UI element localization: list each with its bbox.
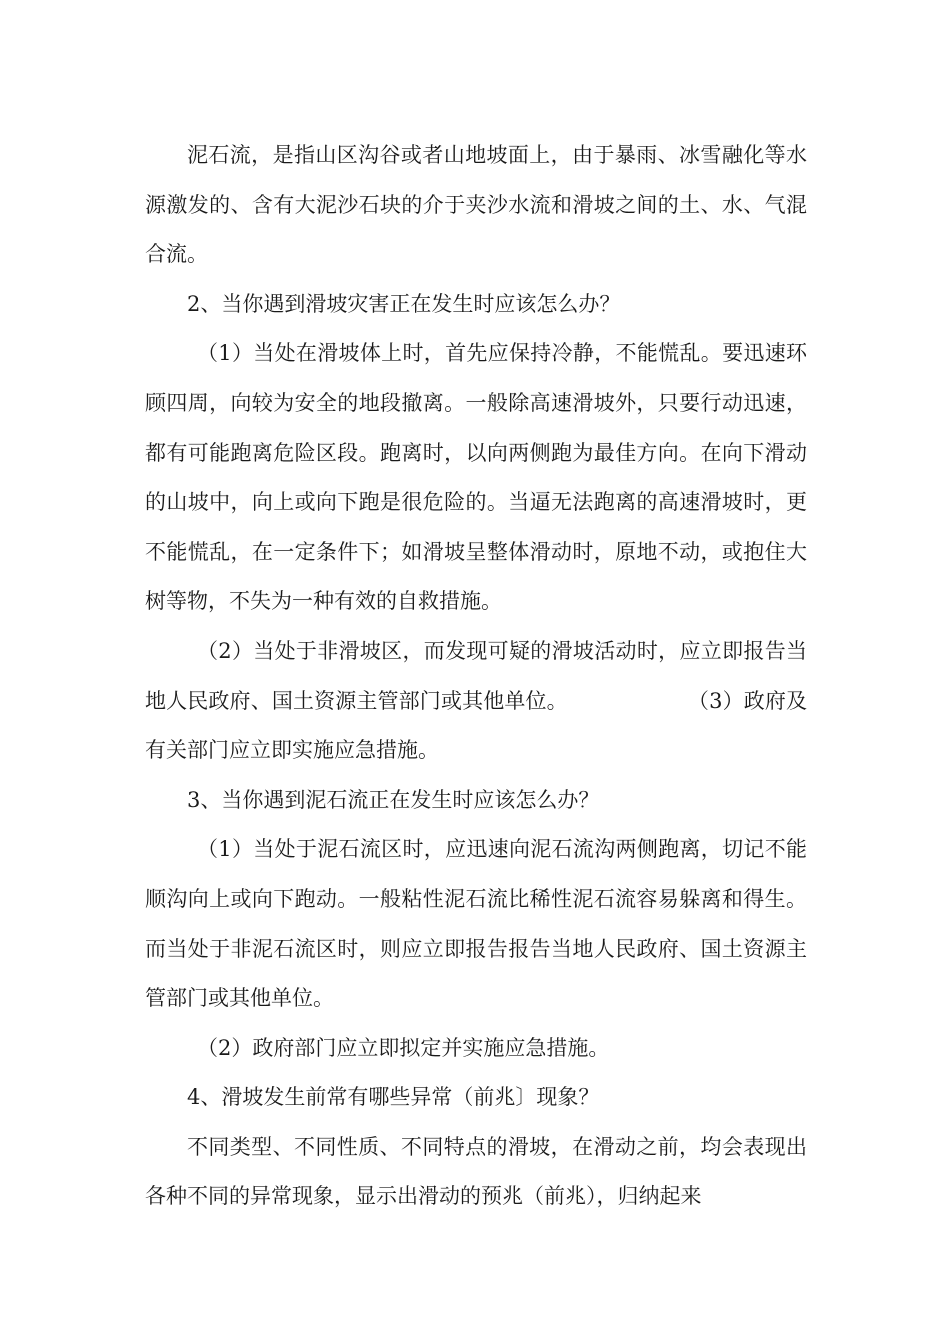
- paragraph-landslide-report-part-b: （3）政府及有关部门应立即实施应急措施。: [145, 688, 807, 763]
- heading-debris-flow-response: 3、当你遇到泥石流正在发生时应该怎么办？: [187, 787, 600, 812]
- heading-landslide-precursors: 4、滑坡发生前常有哪些异常（前兆〕现象？: [187, 1085, 600, 1110]
- paragraph-debris-flow-escape: （1）当处于泥石流区时，应迅速向泥石流沟两侧跑离，切记不能顺沟向上或向下跑动。一般粘性泥石流比稀性泥石流容易躲离和得生。而当处于非泥石流区时，则应立即报告报告当地人民政府、国土资源主管部门或其他单位。: [145, 837, 807, 1011]
- paragraph-debris-flow-definition: 泥石流，是指山区沟谷或者山地坡面上，由于暴雨、冰雪融化等水源激发的、含有大泥沙石块的介于夹沙水流和滑坡之间的土、水、气混合流。: [145, 143, 807, 267]
- paragraph-government-measures: （2）政府部门应立即拟定并实施应急措施。: [197, 1035, 610, 1060]
- paragraph-landslide-on-body: （1）当处在滑坡体上时，首先应保持冷静，不能慌乱。要迅速环顾四周，向较为安全的地段撤离。一般除高速滑坡外，只要行动迅速，都有可能跑离危险区段。跑离时，以向两侧跑为最佳方向。在向下滑动的山坡中，向上或向下跑是很危险的。当逼无法跑离的高速滑坡时，更不能慌乱，在一定条件下；如滑坡呈整体滑动时，原地不动，或抱住大树等物，不失为一种有效的自救措施。: [145, 341, 807, 614]
- document-body: [145, 131, 807, 1222]
- paragraph-precursors-intro: 不同类型、不同性质、不同特点的滑坡，在滑动之前，均会表现出各种不同的异常现象，显示出滑动的预兆（前兆），归纳起来: [145, 1134, 807, 1209]
- paragraph-landslide-report-part-a: （2）当处于非滑坡区，而发现可疑的滑坡活动时，应立即报告当地人民政府、国土资源主管部门或其他单位。: [145, 638, 807, 713]
- heading-landslide-response: 2、当你遇到滑坡灾害正在发生时应该怎么办？: [187, 291, 621, 316]
- paragraph-landslide-report: [145, 627, 807, 776]
